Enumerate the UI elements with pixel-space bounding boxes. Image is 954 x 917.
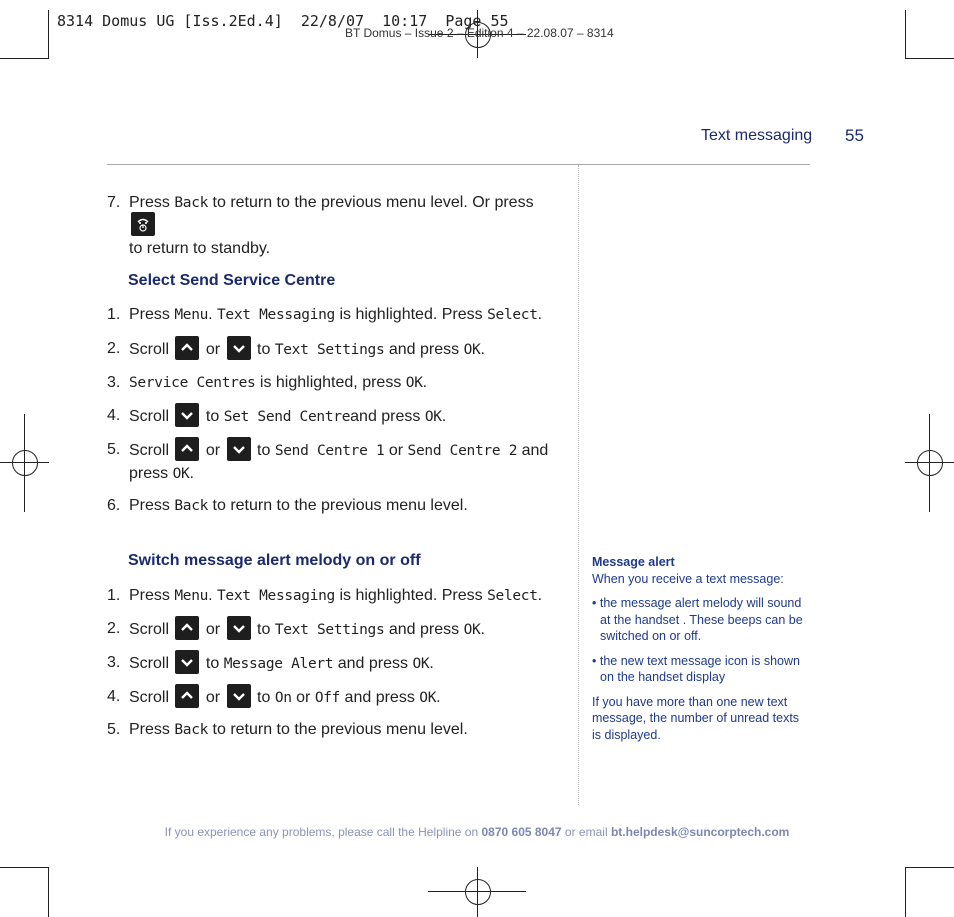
- step-text: or: [201, 689, 225, 707]
- step-text: and press: [384, 341, 464, 359]
- crop-mark: [0, 867, 49, 868]
- lcd-text: On: [274, 690, 292, 707]
- step-text: .: [537, 306, 543, 323]
- lcd-text: OK: [172, 466, 190, 482]
- lcd-text: OK: [412, 656, 430, 673]
- list-item: [107, 439, 557, 482]
- footer-text: or email: [561, 825, 611, 839]
- step-text: Press: [129, 306, 175, 323]
- sidebar-bullet: at the handset . These beeps can be: [600, 612, 803, 627]
- crop-mark: [905, 867, 906, 917]
- lcd-text: Back: [174, 498, 209, 514]
- step-text: .: [422, 374, 428, 391]
- list-item: [107, 618, 557, 640]
- up-arrow-key-icon: [175, 616, 199, 640]
- step-text: Scroll: [129, 689, 174, 707]
- lcd-text: Text Messaging: [216, 588, 335, 604]
- step-text: .: [189, 465, 194, 482]
- sidebar-note-text: is displayed.: [592, 727, 661, 742]
- page-number: 55: [845, 126, 864, 145]
- step-text: press: [129, 465, 173, 482]
- print-sub-slug: BT Domus – Issue 2 – Edition 4 – 22.08.07 – 8314: [345, 26, 614, 40]
- lcd-text: Off: [314, 690, 341, 707]
- step-text: to return to standby.: [129, 240, 271, 257]
- list-item: [107, 686, 557, 708]
- down-arrow-key-icon: [175, 403, 199, 427]
- sidebar-note: [592, 554, 807, 743]
- step-text: Press: [129, 497, 175, 514]
- step-text: or: [291, 689, 315, 707]
- registration-circle-icon: [12, 450, 38, 476]
- sidebar-note-text: message, the number of unread texts: [592, 711, 800, 725]
- list-item: [107, 192, 557, 257]
- registration-circle-icon: [465, 879, 491, 905]
- lcd-text: OK: [463, 622, 481, 639]
- step-text: Press: [129, 587, 175, 604]
- step-text: and press: [384, 621, 464, 639]
- list-item: [107, 372, 557, 394]
- step-text: or: [201, 341, 225, 359]
- down-arrow-key-icon: [227, 336, 251, 360]
- sidebar-note-text: If you have more than one new text: [592, 694, 788, 709]
- step-text: is highlighted. Press: [335, 306, 488, 323]
- step-text: to: [252, 689, 275, 707]
- step-number: 7.: [107, 194, 121, 211]
- step-number: 2.: [107, 620, 121, 637]
- step-text: .: [208, 306, 217, 323]
- step-text: and: [517, 442, 549, 460]
- lcd-text: Text Messaging: [216, 307, 335, 323]
- lcd-text: OK: [405, 375, 423, 391]
- footer-text: If you experience any problems, please call the Helpline on: [164, 825, 482, 839]
- sidebar-intro: When you receive a text message:: [592, 571, 784, 586]
- lcd-text: Service Centres: [129, 375, 256, 391]
- step-text: Scroll: [129, 655, 174, 673]
- lcd-text: Message Alert: [223, 656, 334, 673]
- step-number: 4.: [107, 688, 121, 705]
- step-text: to: [201, 655, 224, 673]
- lcd-text: Select: [487, 307, 538, 323]
- step-text: to return to the previous menu level. Or press: [208, 194, 534, 211]
- step-text: to: [252, 442, 275, 460]
- step-text: .: [480, 341, 485, 359]
- step-number: 2.: [107, 340, 121, 357]
- step-number: 4.: [107, 407, 121, 424]
- lcd-text: Send Centre 2: [407, 443, 518, 460]
- sidebar-bullet: switched on or off.: [600, 629, 702, 643]
- crop-mark: [905, 867, 954, 868]
- step-text: and press: [340, 689, 420, 707]
- down-arrow-key-icon: [227, 437, 251, 461]
- step-text: to return to the previous menu level.: [208, 497, 468, 514]
- list-item: [107, 719, 557, 741]
- list-item: [107, 585, 557, 607]
- down-arrow-key-icon: [175, 650, 199, 674]
- step-text: .: [429, 655, 434, 673]
- step-text: .: [208, 587, 217, 604]
- step-text: to: [201, 408, 224, 426]
- step-text: to: [252, 621, 275, 639]
- section-heading: Switch message alert melody on or off: [128, 552, 421, 569]
- lcd-text: Menu: [174, 307, 209, 323]
- step-text: Scroll: [129, 621, 174, 639]
- step-text: and press: [333, 655, 413, 673]
- lcd-text: Text Settings: [274, 342, 385, 359]
- step-text: Press: [129, 194, 175, 211]
- down-arrow-key-icon: [227, 684, 251, 708]
- lcd-text: Select: [487, 588, 538, 604]
- crop-mark: [905, 10, 906, 59]
- crop-mark: [0, 58, 49, 59]
- lcd-text: Set Send Centre: [223, 409, 351, 426]
- step-text: or: [201, 442, 225, 460]
- list-item: [107, 405, 557, 427]
- step-text: Scroll: [129, 341, 174, 359]
- step-text: is highlighted, press: [255, 374, 406, 391]
- down-arrow-key-icon: [227, 616, 251, 640]
- step-number: 3.: [107, 654, 121, 671]
- lcd-text: Send Centre 1: [274, 443, 385, 460]
- sidebar-bullet: • the new text message icon is shown: [592, 653, 800, 668]
- up-arrow-key-icon: [175, 336, 199, 360]
- column-divider: [578, 165, 579, 805]
- sidebar-bullet: on the handset display: [600, 670, 726, 684]
- step-number: 3.: [107, 374, 121, 391]
- lcd-text: OK: [424, 409, 442, 426]
- up-arrow-key-icon: [175, 437, 199, 461]
- step-text: or: [201, 621, 225, 639]
- step-text: Scroll: [129, 408, 174, 426]
- header-rule: [107, 164, 810, 165]
- step-text: is highlighted. Press: [335, 587, 488, 604]
- step-text: and press: [350, 408, 425, 426]
- lcd-text: OK: [463, 342, 481, 359]
- list-item: [107, 652, 557, 674]
- step-text: .: [537, 587, 543, 604]
- lcd-text: OK: [419, 690, 437, 707]
- lcd-text: Text Settings: [274, 622, 385, 639]
- step-number: 6.: [107, 497, 121, 514]
- list-item: [107, 304, 557, 326]
- crop-mark: [905, 58, 954, 59]
- print-slug: 8314 Domus UG [Iss.2Ed.4] 22/8/07 10:17 Page 55: [57, 12, 509, 30]
- step-text: .: [480, 621, 485, 639]
- step-text: or: [384, 442, 408, 460]
- page-footer: [0, 825, 954, 839]
- step-number: 5.: [107, 441, 121, 458]
- step-text: to: [252, 341, 275, 359]
- helpdesk-email: bt.helpdesk@suncorptech.com: [610, 825, 790, 839]
- lcd-text: Menu: [174, 588, 209, 604]
- lcd-text: Back: [174, 722, 209, 738]
- section-title: Text messaging: [701, 127, 813, 144]
- list-item: [107, 495, 557, 517]
- helpline-number: 0870 605 8047: [481, 825, 562, 839]
- section-heading: Select Send Service Centre: [128, 272, 336, 289]
- step-number: 5.: [107, 721, 121, 738]
- end-call-key-icon: [131, 212, 155, 236]
- step-number: 1.: [107, 587, 121, 604]
- up-arrow-key-icon: [175, 684, 199, 708]
- list-item: [107, 338, 557, 360]
- step-text: Scroll: [129, 442, 174, 460]
- step-text: Press: [129, 721, 175, 738]
- sidebar-title: Message alert: [592, 555, 675, 569]
- step-number: 1.: [107, 306, 121, 323]
- lcd-text: Back: [174, 195, 209, 211]
- crop-mark: [48, 10, 49, 59]
- registration-circle-icon: [917, 450, 943, 476]
- step-text: .: [441, 408, 447, 426]
- step-text: to return to the previous menu level.: [208, 721, 468, 738]
- step-text: .: [436, 689, 441, 707]
- sidebar-bullet: • the message alert melody will sound: [592, 596, 802, 610]
- crop-mark: [48, 867, 49, 917]
